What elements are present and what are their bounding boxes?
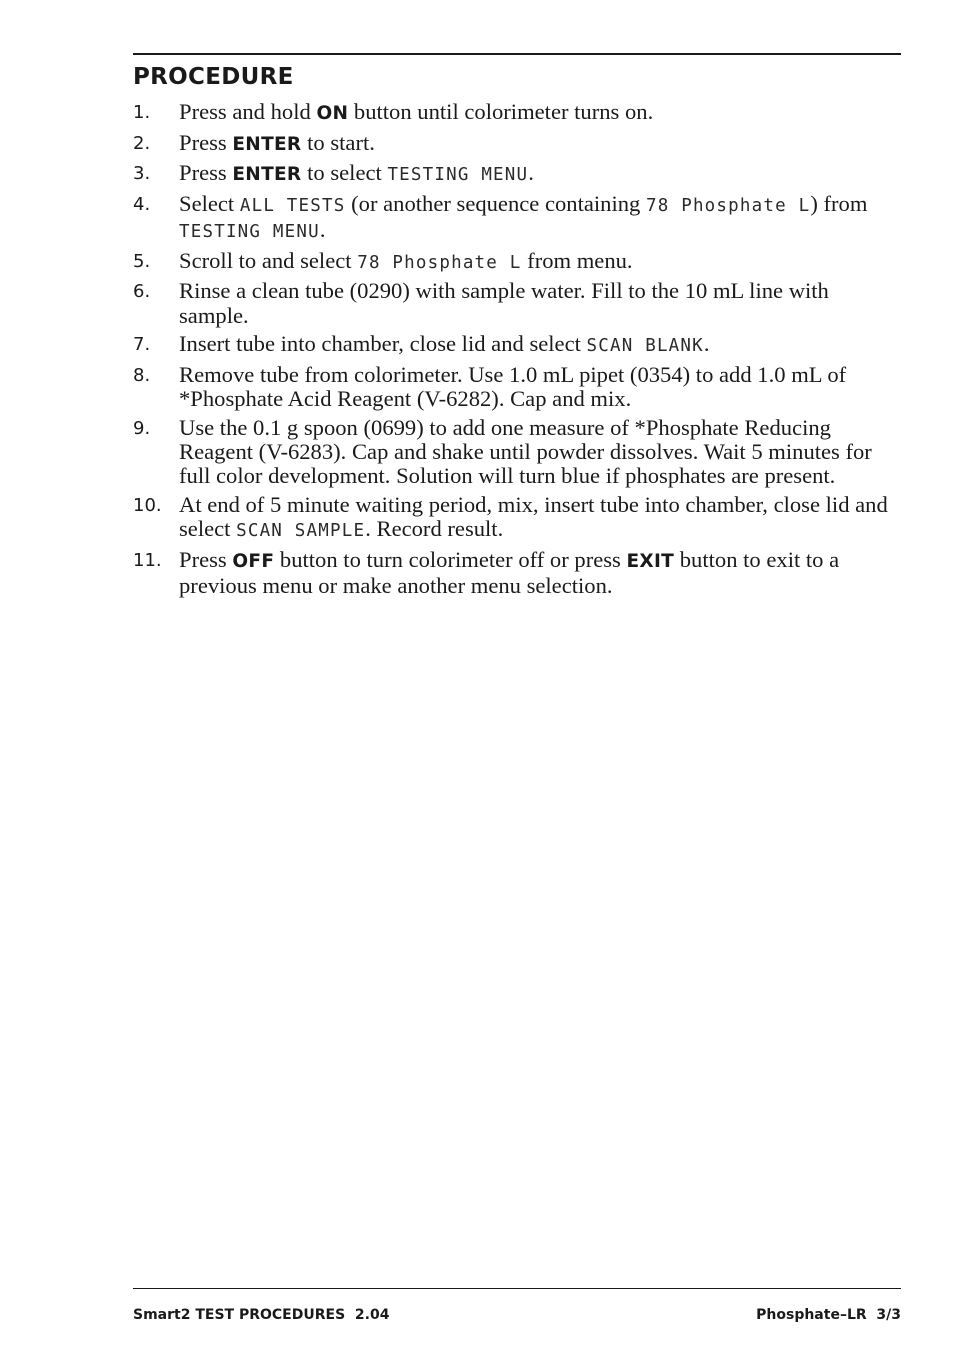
- step-text-run: .: [703, 331, 710, 357]
- step-number: 7.: [133, 334, 151, 356]
- step-text: [179, 131, 901, 157]
- bottom-rule: [133, 1288, 901, 1289]
- footer-document-title: Smart2 TEST PROCEDURES 2.04: [133, 1307, 390, 1323]
- step-number: 8.: [133, 364, 151, 386]
- step-text-run: button to turn colorimeter off or press: [274, 546, 627, 572]
- display-text: SCAN BLANK: [586, 336, 704, 357]
- step-number: 10.: [133, 494, 162, 516]
- display-text: 78 Phosphate L: [357, 252, 522, 273]
- step-text-run: Scroll to and select: [179, 247, 358, 273]
- step-text-run: ) from: [810, 190, 874, 216]
- procedure-step: [133, 493, 901, 544]
- procedure-step: [133, 548, 901, 599]
- procedure-step: [133, 279, 901, 328]
- step-text-run: Use the 0.1 g spoon (0699) to add one measure of *Phosphate Reducing Reagent (V-6283). Cap and shake until powder dissolves. Wait 5 minutes for full color development. Solution will turn blue if phosphates are present.: [179, 414, 878, 489]
- step-text-run: from menu.: [521, 247, 633, 273]
- step-text: [179, 192, 901, 245]
- button-name: ENTER: [232, 133, 302, 155]
- button-name: OFF: [232, 550, 275, 572]
- procedure-step: [133, 416, 901, 489]
- button-name: ON: [316, 103, 349, 124]
- step-text-run: (or another sequence containing: [345, 190, 646, 216]
- step-number: 1.: [133, 102, 151, 123]
- step-number: 4.: [133, 193, 151, 215]
- step-text: [179, 100, 901, 126]
- step-number: 3.: [133, 163, 151, 185]
- button-name: EXIT: [626, 550, 675, 572]
- procedure-step: [133, 363, 901, 412]
- step-text-run: Rinse a clean tube (0290) with sample water. Fill to the 10 mL line with sample.: [179, 278, 835, 328]
- step-number: 6.: [133, 281, 151, 303]
- button-name: ENTER: [232, 164, 302, 186]
- display-text: SCAN SAMPLE: [236, 521, 366, 542]
- step-text-run: Press: [179, 129, 233, 155]
- step-text: [179, 363, 901, 412]
- step-text: [179, 279, 901, 328]
- procedure-step: [133, 131, 901, 157]
- step-text-run: Press: [179, 546, 233, 572]
- step-text-run: Remove tube from colorimeter. Use 1.0 mL pipet (0354) to add 1.0 mL of *Phosphate Acid Reagent (V-6282). Cap and mix.: [179, 361, 852, 412]
- procedure-step: [133, 192, 901, 245]
- procedure-step: [133, 332, 901, 358]
- step-number: 11.: [133, 549, 162, 571]
- step-text-run: button to exit to a previous menu or make another menu selection.: [179, 546, 845, 599]
- procedure-steps: [133, 100, 901, 603]
- step-text-run: .: [528, 160, 534, 186]
- step-text-run: Insert tube into chamber, close lid and select: [179, 331, 587, 357]
- step-text: [179, 493, 901, 544]
- step-text-run: . Record result.: [365, 516, 504, 542]
- step-text: [179, 332, 901, 358]
- step-text-run: Press: [179, 160, 233, 186]
- section-heading: PROCEDURE: [133, 64, 294, 90]
- footer-page-label: Phosphate–LR 3/3: [756, 1307, 901, 1323]
- step-text: [179, 548, 901, 599]
- display-text: 78 Phosphate L: [646, 195, 811, 216]
- procedure-step: [133, 100, 901, 126]
- step-text: [179, 161, 901, 187]
- display-text: TESTING MENU: [387, 165, 529, 186]
- procedure-step: [133, 161, 901, 187]
- step-text-run: to start.: [301, 129, 375, 155]
- step-number: 2.: [133, 132, 151, 154]
- step-text: [179, 249, 901, 275]
- display-text: ALL TESTS: [239, 195, 346, 216]
- step-text-run: button until colorimeter turns on.: [348, 99, 654, 124]
- top-rule: [133, 53, 901, 55]
- display-text: TESTING MENU: [179, 222, 320, 243]
- step-text-run: Select: [179, 190, 240, 216]
- step-text-run: Press and hold: [179, 99, 317, 124]
- step-number: 9.: [133, 417, 151, 439]
- step-text-run: .: [319, 217, 326, 243]
- step-text-run: to select: [301, 160, 388, 186]
- procedure-step: [133, 249, 901, 275]
- step-text: [179, 416, 901, 489]
- step-number: 5.: [133, 250, 151, 272]
- step-text-run: At end of 5 minute waiting period, mix, insert tube into chamber, close lid and select: [179, 491, 894, 542]
